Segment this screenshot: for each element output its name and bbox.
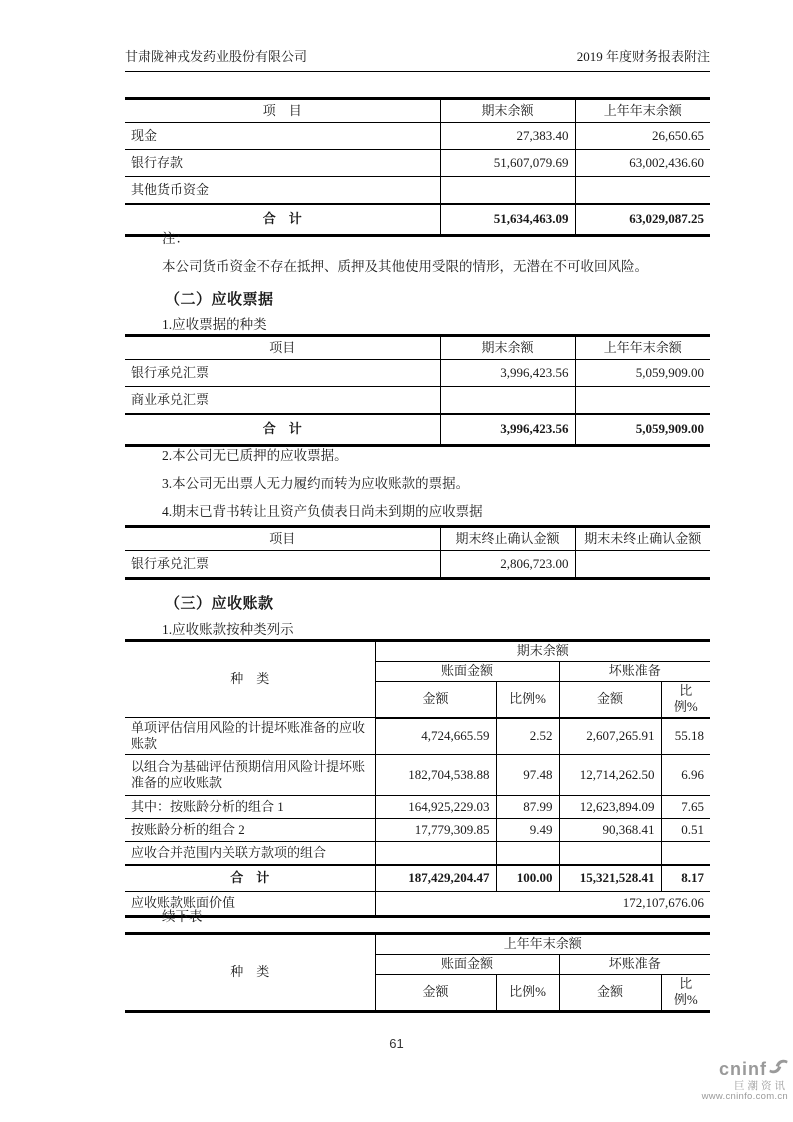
column-header: 金额 — [375, 682, 496, 718]
column-header: 项 目 — [125, 99, 440, 123]
table-row — [125, 387, 710, 415]
cell-value: 87.99 — [496, 796, 559, 819]
table-row — [125, 796, 710, 819]
column-header: 种 类 — [125, 934, 375, 1012]
section-heading-accounts-receivable: （三）应收账款 — [165, 595, 274, 612]
table-row — [125, 755, 710, 796]
cell-label: 银行承兑汇票 — [125, 360, 440, 387]
cell-value — [440, 387, 575, 415]
list-item: 2.本公司无已质押的应收票据。 — [162, 448, 348, 463]
cell-label: 应收合并范围内关联方款项的组合 — [125, 842, 375, 866]
list-item: 1.应收票据的种类 — [162, 317, 267, 332]
accounts-receivable-table — [125, 639, 710, 918]
cell-value: 55.18 — [661, 718, 710, 755]
cell-label: 其他货币资金 — [125, 177, 440, 205]
cell-value: 2,806,723.00 — [440, 551, 575, 579]
cell-value: 4,724,665.59 — [375, 718, 496, 755]
table-header-row — [125, 99, 710, 123]
column-group-header: 账面金额 — [375, 955, 559, 975]
list-item: 1.应收账款按种类列示 — [162, 622, 294, 637]
cell-value: 3,996,423.56 — [440, 414, 575, 446]
note-label: 注： — [162, 231, 189, 246]
cell-value: 182,704,538.88 — [375, 755, 496, 796]
cell-value: 7.65 — [661, 796, 710, 819]
cell-value: 27,383.40 — [440, 123, 575, 150]
column-group-header: 坏账准备 — [559, 955, 710, 975]
note-text: 本公司货币资金不存在抵押、质押及其他使用受限的情形，无潜在不可收回风险。 — [162, 259, 648, 274]
column-header: 比例% — [661, 975, 710, 1012]
list-item: 3.本公司无出票人无力履约而转为应收账款的票据。 — [162, 476, 470, 491]
table-row — [125, 842, 710, 866]
company-name: 甘肃陇神戎发药业股份有限公司 — [125, 49, 308, 64]
cell-value — [496, 842, 559, 866]
column-header: 期末余额 — [440, 99, 575, 123]
cninfo-logo — [702, 1058, 788, 1103]
page-number: 61 — [389, 1036, 404, 1051]
table-header-row — [125, 641, 710, 662]
cell-value: 6.96 — [661, 755, 710, 796]
cninfo-swirl-icon — [769, 1058, 788, 1080]
table-row — [125, 551, 710, 579]
cell-value: 3,996,423.56 — [440, 360, 575, 387]
column-header: 项目 — [125, 527, 440, 551]
column-header: 期末终止确认金额 — [440, 527, 575, 551]
table-header-row — [125, 934, 710, 955]
column-header: 上年年末余额 — [575, 99, 710, 123]
cell-value: 12,623,894.09 — [559, 796, 661, 819]
table-row — [125, 177, 710, 205]
cell-label: 单项评估信用风险的计提坏账准备的应收账款 — [125, 718, 375, 755]
column-header: 期末未终止确认金额 — [575, 527, 710, 551]
cell-value: 12,714,262.50 — [559, 755, 661, 796]
cell-value: 172,107,676.06 — [375, 892, 710, 917]
cell-value — [559, 842, 661, 866]
cell-label: 合 计 — [125, 204, 440, 236]
column-header: 比例% — [496, 682, 559, 718]
column-header: 项目 — [125, 336, 440, 360]
report-title: 2019 年度财务报表附注 — [576, 49, 710, 64]
cell-label: 银行存款 — [125, 150, 440, 177]
section-heading-notes-receivable: （二）应收票据 — [165, 291, 274, 308]
cell-value: 9.49 — [496, 819, 559, 842]
cell-value: 164,925,229.03 — [375, 796, 496, 819]
total-row — [125, 865, 710, 892]
cell-value — [661, 842, 710, 866]
table-header-row — [125, 527, 710, 551]
table-header-row — [125, 336, 710, 360]
total-row — [125, 414, 710, 446]
endorsed-notes-table — [125, 525, 710, 580]
cell-value — [440, 177, 575, 205]
column-group-header: 期末余额 — [375, 641, 710, 662]
table-row — [125, 123, 710, 150]
cell-value: 8.17 — [661, 865, 710, 892]
cell-value: 63,029,087.25 — [575, 204, 710, 236]
column-header: 金额 — [559, 682, 661, 718]
column-header: 比例% — [661, 682, 710, 718]
list-item: 4.期末已背书转让且资产负债表日尚未到期的应收票据 — [162, 504, 483, 519]
table-row — [125, 360, 710, 387]
cell-value: 2,607,265.91 — [559, 718, 661, 755]
column-group-header: 账面金额 — [375, 662, 559, 682]
cell-label: 现金 — [125, 123, 440, 150]
cell-value: 15,321,528.41 — [559, 865, 661, 892]
logo-subtitle: 巨潮资讯 — [734, 1080, 788, 1093]
logo-url: www.cninfo.com.cn — [701, 1091, 788, 1103]
cell-label: 银行承兑汇票 — [125, 551, 440, 579]
cell-value: 63,002,436.60 — [575, 150, 710, 177]
cell-value: 187,429,204.47 — [375, 865, 496, 892]
notes-receivable-table — [125, 334, 710, 447]
cell-value: 0.51 — [661, 819, 710, 842]
column-header: 期末余额 — [440, 336, 575, 360]
cell-value — [375, 842, 496, 866]
cell-value: 2.52 — [496, 718, 559, 755]
continue-label: 续下表 — [162, 909, 203, 924]
table-row — [125, 150, 710, 177]
monetary-funds-table — [125, 97, 710, 237]
cell-label: 商业承兑汇票 — [125, 387, 440, 415]
cell-value: 51,607,079.69 — [440, 150, 575, 177]
cell-label: 应收账款账面价值 — [125, 892, 375, 917]
column-header: 上年年末余额 — [575, 336, 710, 360]
column-header: 金额 — [375, 975, 496, 1012]
table-row — [125, 819, 710, 842]
column-header: 金额 — [559, 975, 661, 1012]
accounts-receivable-continued-table — [125, 932, 710, 1013]
cell-label: 合 计 — [125, 414, 440, 446]
cell-label: 其中：按账龄分析的组合 1 — [125, 796, 375, 819]
cell-label: 按账龄分析的组合 2 — [125, 819, 375, 842]
table-row — [125, 718, 710, 755]
cell-value: 90,368.41 — [559, 819, 661, 842]
column-header: 种 类 — [125, 641, 375, 718]
logo-text: cninf — [719, 1058, 767, 1079]
cell-label: 以组合为基础评估预期信用风险计提坏账准备的应收账款 — [125, 755, 375, 796]
cell-value: 17,779,309.85 — [375, 819, 496, 842]
cell-value: 100.00 — [496, 865, 559, 892]
cell-value: 51,634,463.09 — [440, 204, 575, 236]
cell-value: 26,650.65 — [575, 123, 710, 150]
column-group-header: 上年年末余额 — [375, 934, 710, 955]
cell-value — [575, 551, 710, 579]
column-header: 比例% — [496, 975, 559, 1012]
cell-value — [575, 387, 710, 415]
cell-value — [575, 177, 710, 205]
document-header — [125, 46, 710, 72]
column-group-header: 坏账准备 — [559, 662, 710, 682]
cell-value: 97.48 — [496, 755, 559, 796]
cell-value: 5,059,909.00 — [575, 360, 710, 387]
cell-value: 5,059,909.00 — [575, 414, 710, 446]
cell-label: 合 计 — [125, 865, 375, 892]
